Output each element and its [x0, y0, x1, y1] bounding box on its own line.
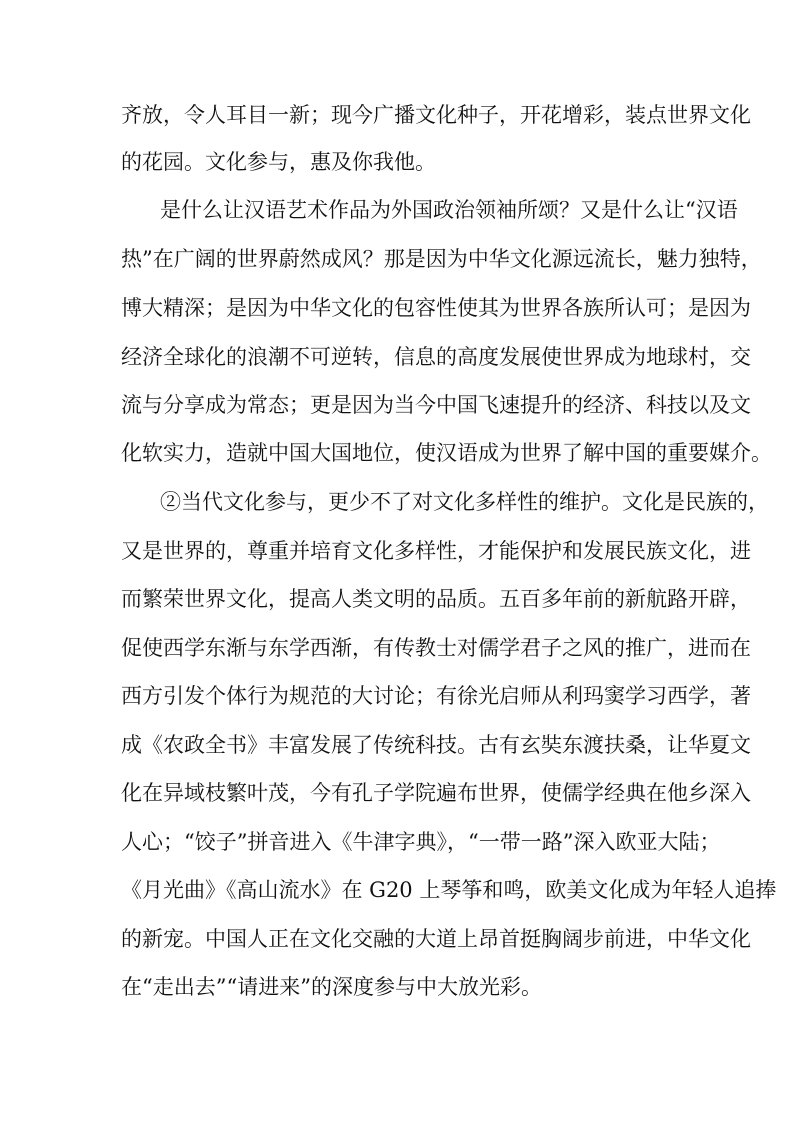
paragraph-line: 经济全球化的浪潮不可逆转，信息的高度发展使世界成为地球村，交	[121, 345, 751, 369]
paragraph-line: ②当代文化参与，更少不了对文化多样性的维护。文化是民族的，	[160, 490, 769, 514]
paragraph-line: 成《农政全书》丰富发展了传统科技。古有玄奘东渡扶桑，让华夏文	[121, 733, 751, 757]
paragraph-line: 人心；“饺子”拼音进入《牛津字典》，“一带一路”深入欧亚大陆；	[121, 830, 721, 854]
paragraph-line: 博大精深；是因为中华文化的包容性使其为世界各族所认可；是因为	[121, 296, 751, 320]
paragraph-line: 化软实力，造就中国大国地位，使汉语成为世界了解中国的重要媒介。	[121, 441, 772, 465]
paragraph-line: 齐放，令人耳目一新；现今广播文化种子，开花增彩，装点世界文化	[121, 103, 751, 127]
paragraph-line: 流与分享成为常态；更是因为当今中国飞速提升的经济、科技以及文	[121, 393, 751, 417]
paragraph-line: 的花园。文化参与，惠及你我他。	[121, 150, 436, 174]
paragraph-line: 又是世界的，尊重并培育文化多样性，才能保护和发展民族文化，进	[121, 539, 751, 563]
paragraph-line: 在“走出去”“请进来”的深度参与中大放光彩。	[121, 975, 542, 999]
paragraph-line: 热”在广阔的世界蔚然成风？那是因为中华文化源远流长，魅力独特，	[121, 247, 762, 271]
paragraph-line: 是什么让汉语艺术作品为外国政治领袖所颂？又是什么让“汉语	[160, 198, 738, 222]
paragraph-line: 促使西学东渐与东学西渐，有传教士对儒学君子之风的推广，进而在	[121, 636, 751, 660]
paragraph-line: 化在异域枝繁叶茂，今有孔子学院遍布世界，使儒学经典在他乡深入	[121, 781, 751, 805]
paragraph-line: 的新宠。中国人正在文化交融的大道上昂首挺胸阔步前进，中华文化	[121, 927, 751, 951]
paragraph-line: 而繁荣世界文化，提高人类文明的品质。五百多年前的新航路开辟，	[121, 587, 751, 611]
paragraph-line: 《月光曲》《高山流水》在 G20 上琴筝和鸣，欧美文化成为年轻人追捧	[121, 878, 777, 902]
paragraph-line: 西方引发个体行为规范的大讨论；有徐光启师从利玛窦学习西学，著	[121, 684, 751, 708]
